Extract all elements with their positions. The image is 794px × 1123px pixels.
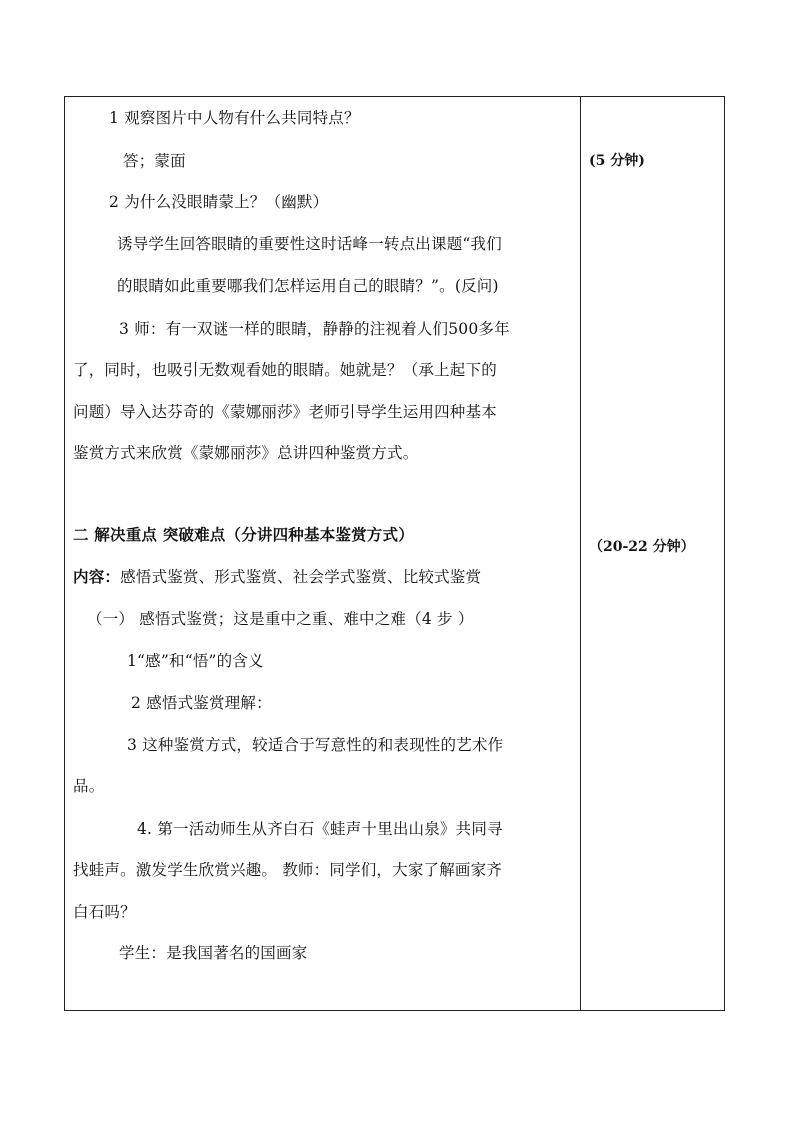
item-4-line-1: 4. 第一活动师生从齐白石《蛙声十里出山泉》共同寻 <box>137 820 503 838</box>
item-4-line-3: 白石吗？ <box>73 903 136 921</box>
guide-paragraph-line-2: 的眼睛如此重要哪我们怎样运用自己的眼睛？”。(反问) <box>117 277 499 295</box>
item-2: 2 感悟式鉴赏理解： <box>131 694 272 712</box>
question-1: 1 观察图片中人物有什么共同特点？ <box>109 109 360 127</box>
content-line <box>73 567 481 587</box>
teacher-paragraph-line-4: 鉴赏方式来欣赏《蒙娜丽莎》总讲四种鉴赏方式。 <box>73 444 419 462</box>
subsection-1-title: （一） 感悟式鉴赏；这是重中之重、难中之难（4 步 ） <box>87 610 474 628</box>
item-1: 1“感”和“悟”的含义 <box>127 652 264 670</box>
content-text: 感悟式鉴赏、形式鉴赏、社会学式鉴赏、比较式鉴赏 <box>120 568 482 586</box>
teacher-paragraph-line-2: 了，同时，也吸引无数观看她的眼睛。她就是？（承上起下的 <box>73 361 497 379</box>
student-answer: 学生：是我国著名的国画家 <box>119 944 308 962</box>
guide-paragraph-line-1: 诱导学生回答眼睛的重要性这时话峰一转点出课题“我们 <box>117 235 502 253</box>
teacher-paragraph-line-1: 3 师：有一双谜一样的眼睛，静静的注视着人们500多年 <box>119 320 510 338</box>
teacher-paragraph-line-3: 问题）导入达芬奇的《蒙娜丽莎》老师引导学生运用四种基本 <box>73 403 497 421</box>
item-3-line-2: 品。 <box>73 777 105 795</box>
column-divider <box>580 97 581 1010</box>
lesson-plan-table <box>64 96 725 1011</box>
section-2-title: 二 解决重点 突破难点（分讲四种基本鉴赏方式） <box>73 525 414 544</box>
content-label: 内容： <box>73 567 121 586</box>
time-allocation-2: （20-22 分钟） <box>589 539 695 555</box>
item-4-line-2: 找蛙声。激发学生欣赏兴趣。 教师：同学们，大家了解画家齐 <box>73 861 503 879</box>
time-allocation-1: (5 分钟) <box>589 153 645 169</box>
question-2: 2 为什么没眼睛蒙上？（幽默） <box>109 193 329 211</box>
answer-1: 答；蒙面 <box>123 152 186 170</box>
item-3-line-1: 3 这种鉴赏方式，较适合于写意性的和表现性的艺术作 <box>127 736 504 754</box>
